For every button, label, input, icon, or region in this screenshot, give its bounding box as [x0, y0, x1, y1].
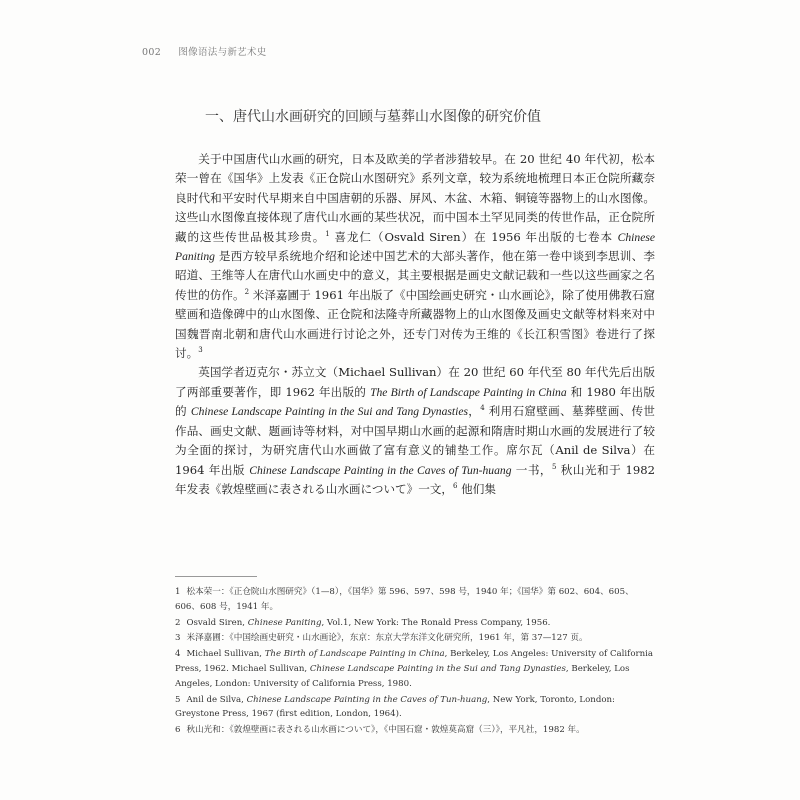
text-run: Osvald Siren, [186, 617, 248, 628]
book-title: 图像语法与新艺术史 [178, 47, 267, 58]
text-run: 英国学者迈克尔・苏立文（Michael Sullivan）在 20 世纪 60 年代至 80 年代先后出版了两部重要著作，即 1962 年出版的 [175, 365, 655, 399]
text-run: , Vol.1, New York: The Ronald Press Company, 1956. [321, 617, 551, 628]
footnote-ref: 6 [453, 482, 458, 491]
text-run: 喜龙仁（Osvald Siren）在 1956 年出版的七卷本 [329, 229, 618, 244]
text-run: 利用石窟壁画、墓葬壁画、传世作品、画史文献、题画诗等材料，对中国早期山水画的起源和隋唐时期山水画的发展进行了较为全面的探讨，为研究唐代山水画做了富有意义的铺垫工作。席尔瓦（Anil de Silva）在 1964 年出版 [175, 404, 656, 477]
text-run: 米泽嘉圃：《中国绘画史研究・山水画论》，东京：东京大学东洋文化研究所，1961 年，第 37—127 页。 [186, 633, 588, 644]
footnotes [175, 585, 655, 739]
footnote-number: 5 [175, 694, 181, 705]
italic-title: Chinese Paniting [175, 230, 655, 264]
footnote [175, 647, 655, 691]
footnote-ref: 2 [244, 287, 250, 296]
footnote-ref: 5 [552, 462, 557, 471]
page-number: 002 [142, 47, 162, 58]
text-run: 一书， [511, 462, 553, 477]
text-run: 秋山光和：《敦煌壁画に表される山水画について》，《中国石窟・敦煌莫高窟（三）》，平凡社，1982 年。 [186, 725, 585, 736]
paragraph-2 [175, 363, 655, 499]
text-run: ， [467, 404, 481, 419]
text-run: 秋山光和于 1982 年发表《敦煌壁画に表される山水画について》一文， [175, 462, 655, 496]
footnote-ref: 1 [325, 229, 330, 238]
italic-title: Chinese Landscape Painting in the Sui and Tang Dynasties [190, 405, 468, 419]
footnote-number: 6 [175, 725, 181, 736]
footnote [175, 693, 655, 723]
text-run: 关于中国唐代山水画的研究，日本及欧美的学者涉猎较早。在 20 世纪 40 年代初，松本荣一曾在《国华》上发表《正仓院山水图研究》系列文章，较为系统地梳理日本正仓院所藏奈良时代和平安时代早期来自中国唐朝的乐器、屏风、木盆、木箱、铜镜等器物上的山水图像。这些山水图像直接体现了唐代山水画的某些状况，而中国本土罕见同类的传世作品，正仓院所藏的这些传世品极其珍贵。 [175, 152, 655, 244]
italic-title: Chinese Landscape Painting in the Caves of Tun-huang [249, 463, 512, 477]
footnote [175, 616, 655, 631]
section-heading: 一、唐代山水画研究的回顾与墓葬山水图像的研究价值 [205, 109, 541, 125]
running-head [142, 44, 267, 58]
text-run: 是西方较早系统地介绍和论述中国艺术的大部头著作，他在第一卷中谈到李思训、李昭道、王维等人在唐代山水画史中的意义，其主要根据是画史文献记载和一些以这些画家之名传世的仿作。 [175, 249, 655, 302]
footnote-ref: 3 [198, 346, 203, 355]
footnote-number: 1 [175, 587, 181, 597]
text-run: Michael Sullivan, [186, 649, 265, 660]
footnote [175, 723, 655, 738]
text-run: , Berkeley, Los Angeles, London: University of California Press, 1980. [175, 663, 630, 689]
text-run: , New York, Toronto, London: Greystone Press, 1967 (first edition, London, 1964). [175, 694, 615, 720]
footnote [175, 631, 655, 646]
text-run: , Berkeley, Los Angeles: University of California Press, 1962. Michael Sullivan, [175, 649, 654, 674]
text-run: 松本荣一：《正仓院山水图研究》（1—8），《国华》第 596、597、598 号，1940 年；《国华》第 602、604、605、606、608 号，1941 年。 [175, 587, 634, 612]
italic-title: The Birth of Landscape Painting in China [370, 385, 567, 399]
italic-title: Chinese Paniting [247, 617, 322, 628]
footnote-number: 4 [175, 649, 181, 660]
footnote-number: 3 [175, 633, 181, 644]
text-run: 米泽嘉圃于 1961 年出版了《中国绘画史研究・山水画论》，除了使用佛教石窟壁画和造像碑中的山水图像、正仓院和法隆寺所藏器物上的山水图像及画史文献等材料来对中国魏晋南北朝和唐代山水画进行讨论之外，还专门对传为王维的《长江积雪图》卷进行了探讨。 [175, 287, 655, 361]
italic-title: Chinese Landscape Painting in the Sui and Tang Dynasties [309, 663, 566, 674]
footnote-rule [175, 576, 257, 577]
body-text [175, 150, 655, 499]
italic-title: The Birth of Landscape Painting in China [264, 649, 445, 660]
text-run: Anil de Silva, [186, 694, 247, 705]
footnote [175, 585, 655, 615]
text-run: 他们集 [457, 481, 496, 496]
footnote-number: 2 [175, 617, 181, 628]
italic-title: Chinese Landscape Painting in the Caves of Tun-huang [246, 694, 488, 705]
paragraph-1 [175, 150, 655, 363]
footnote-ref: 4 [480, 404, 485, 413]
text-run: 和 1980 年出版的 [175, 384, 656, 419]
